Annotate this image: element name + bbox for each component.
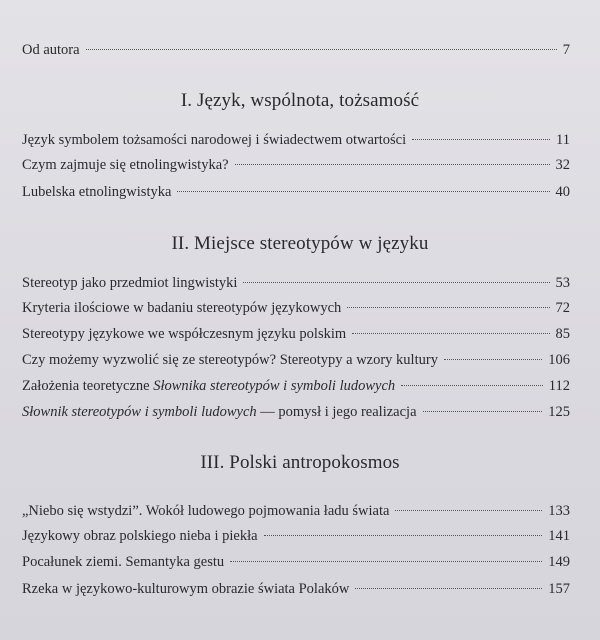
toc-page-number: 53	[555, 275, 570, 291]
dot-leader	[86, 49, 557, 50]
toc-page-number: 85	[555, 326, 570, 342]
toc-page-number: 149	[548, 554, 570, 570]
toc-page-number: 32	[555, 157, 570, 173]
toc-entry-title	[22, 377, 395, 395]
dot-leader	[423, 411, 543, 412]
toc-page-number: 106	[548, 352, 570, 368]
toc-entry	[22, 527, 570, 545]
dot-leader	[235, 164, 550, 165]
toc-entry-title	[22, 527, 258, 545]
toc-entry-title-text: „Niebo się wstydzi”. Wokół ludowego pojmowania ładu świata	[22, 503, 390, 519]
section-heading: II. Miejsce stereotypów w języku	[171, 233, 429, 254]
toc-entry-title	[22, 131, 406, 149]
dot-leader	[347, 307, 549, 308]
toc-entry	[22, 377, 570, 395]
section-heading: III. Polski antropokosmos	[200, 452, 400, 473]
toc-entry	[22, 403, 570, 421]
toc-entry-title-text: Kryteria ilościowe w badaniu stereotypów językowych	[22, 300, 342, 316]
toc-page-number: 125	[548, 404, 570, 420]
toc-entry-title	[22, 274, 237, 292]
toc-entry-title	[22, 325, 346, 343]
toc-entry-title	[22, 299, 341, 317]
dot-leader	[412, 139, 550, 140]
dot-leader	[355, 588, 542, 589]
toc-entry-title-text: — pomysł i jego realizacja	[256, 404, 417, 420]
toc-entry-title-text: Językowy obraz polskiego nieba i piekła	[22, 528, 258, 544]
dot-leader	[395, 510, 542, 511]
toc-entry-title	[22, 580, 349, 598]
toc-entry-title-text: Stereotyp jako przedmiot lingwistyki	[22, 275, 238, 291]
toc-page-number: 112	[548, 378, 570, 394]
dot-leader	[401, 385, 543, 386]
toc-entry-title-text: Od autora	[22, 42, 80, 58]
toc-entry	[22, 274, 570, 292]
toc-page-number: 157	[548, 581, 570, 597]
toc-page-number: 7	[562, 42, 570, 58]
toc-entry-title	[22, 351, 438, 369]
toc-entry-title-text: Język symbolem tożsamości narodowej i świadectwem otwartości	[22, 132, 407, 148]
toc-entry-title	[22, 183, 171, 201]
toc-page-number: 40	[555, 184, 570, 200]
toc-entry	[22, 325, 570, 343]
toc-entry-title	[22, 41, 80, 59]
toc-entry	[22, 553, 570, 571]
toc-entry-title	[22, 156, 229, 174]
toc-entry	[22, 299, 570, 317]
dot-leader	[352, 333, 549, 334]
dot-leader	[264, 535, 543, 536]
toc-page-number: 133	[548, 503, 570, 519]
toc-entry-title-text: Czy możemy wyzwolić się ze stereotypów? Stereotypy a wzory kultury	[22, 352, 438, 368]
dot-leader	[243, 282, 549, 283]
toc-entry	[22, 41, 570, 59]
toc-entry-title-text: Stereotypy językowe we współczesnym języku polskim	[22, 326, 347, 342]
toc-entry-title-text: Rzeka w językowo-kulturowym obrazie świata Polaków	[22, 581, 350, 597]
toc-entry-title	[22, 403, 417, 421]
toc-page-number: 11	[556, 132, 570, 148]
toc-entry-title-text: Lubelska etnolingwistyka	[22, 184, 172, 200]
dot-leader	[444, 359, 542, 360]
toc-entry	[22, 502, 570, 520]
toc-entry	[22, 131, 570, 149]
toc-page-number: 72	[555, 300, 570, 316]
section-heading: I. Język, wspólnota, tożsamość	[180, 90, 420, 111]
dot-leader	[230, 561, 542, 562]
dot-leader	[177, 191, 549, 192]
toc-entry-title-text: Czym zajmuje się etnolingwistyka?	[22, 157, 229, 173]
toc-entry	[22, 351, 570, 369]
toc-entry-title	[22, 553, 224, 571]
toc-page-number: 141	[548, 528, 570, 544]
toc-entry	[22, 156, 570, 174]
toc-entry	[22, 580, 570, 598]
toc-entry-title-text: Pocałunek ziemi. Semantyka gestu	[22, 554, 225, 570]
toc-entry-title	[22, 502, 389, 520]
toc-entry-title-italic: Słownik stereotypów i symboli ludowych	[22, 404, 257, 420]
toc-entry-title-text: Założenia teoretyczne	[22, 378, 154, 394]
toc-entry	[22, 183, 570, 201]
toc-entry-title-italic: Słownika stereotypów i symboli ludowych	[153, 378, 396, 394]
